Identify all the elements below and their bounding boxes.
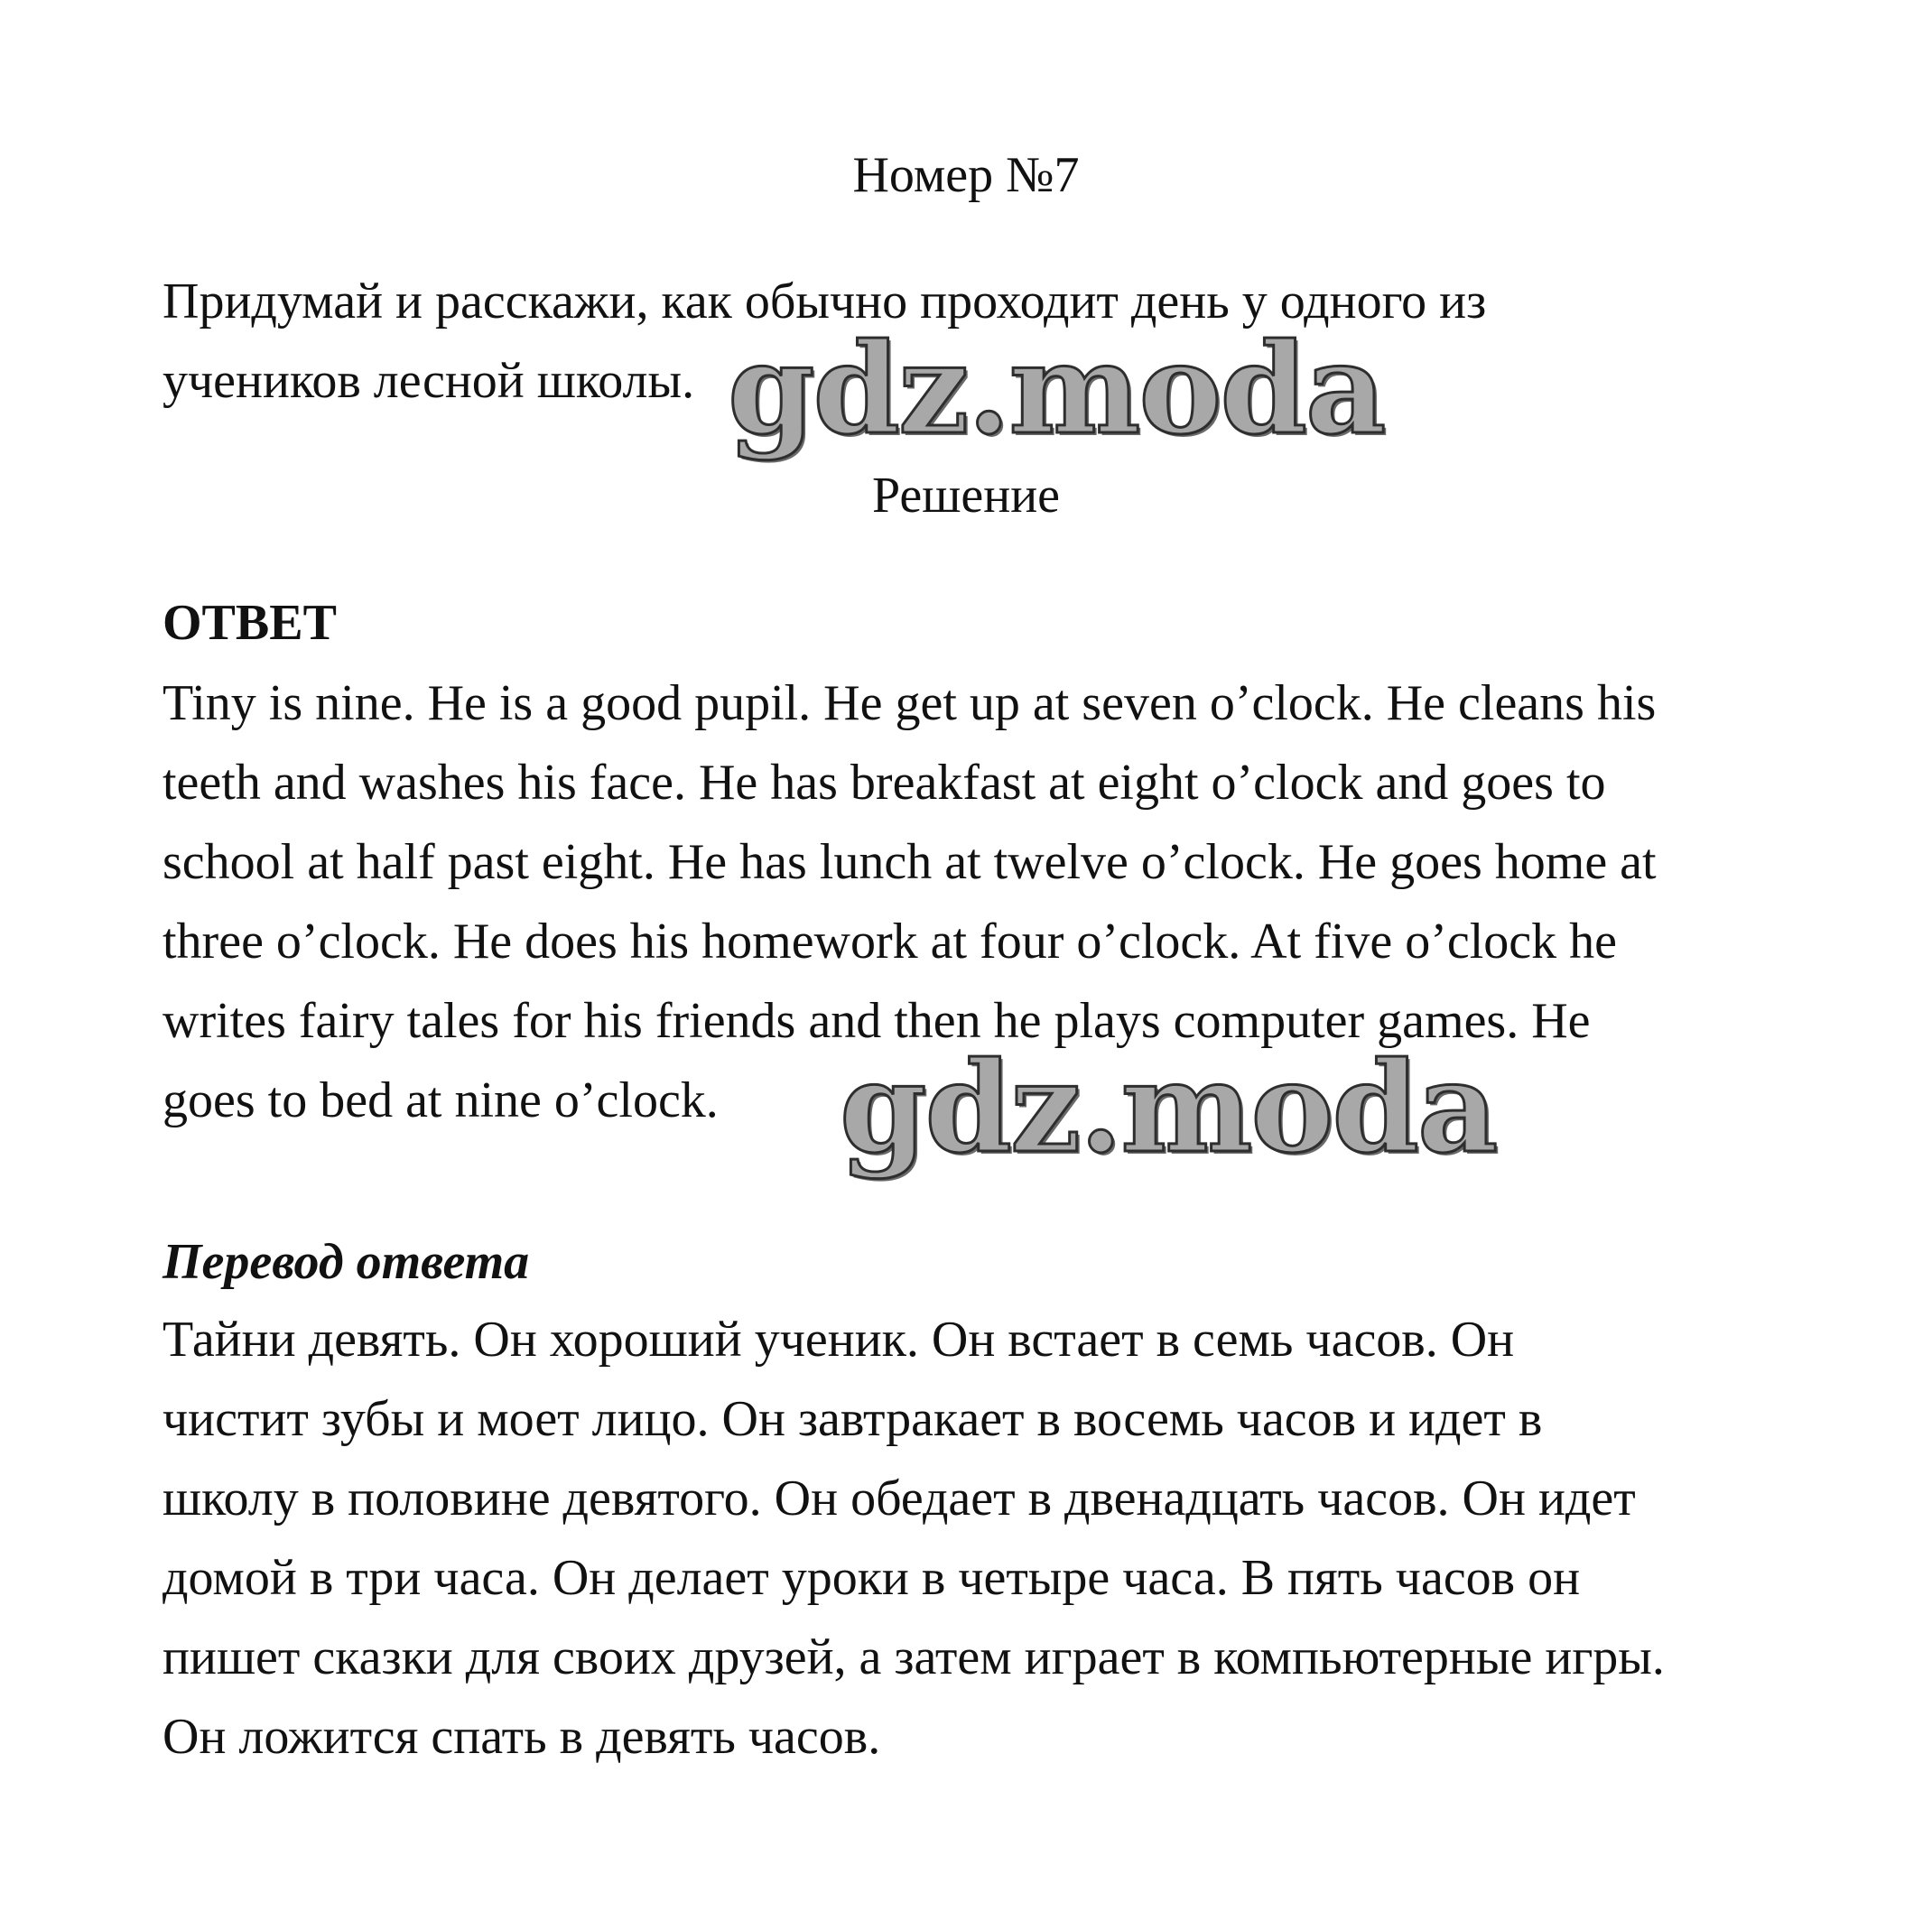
answer-line: three o’clock. He does his homework at four o’clock. At five o’clock he	[163, 914, 1618, 970]
answer-line: goes to bed at nine o’clock.	[163, 1072, 719, 1128]
task-line: учеников лесной школы.	[163, 353, 695, 409]
answer-line: teeth and washes his face. He has breakfast at eight o’clock and goes to	[163, 755, 1606, 811]
translation-line: домой в три часа. Он делает уроки в четыре часа. В пять часов он	[163, 1550, 1581, 1606]
translation-line: Он ложится спать в девять часов.	[163, 1709, 881, 1765]
translation-line: Тайни девять. Он хороший ученик. Он встает в семь часов. Он	[163, 1312, 1515, 1368]
watermark-logo: gdz.moda	[840, 1034, 1497, 1181]
translation-heading: Перевод ответа	[163, 1234, 530, 1290]
translation-line: пишет сказки для своих друзей, а затем играет в компьютерные игры.	[163, 1629, 1665, 1685]
translation-text	[163, 1300, 1788, 1777]
solution-label: Решение	[871, 468, 1061, 524]
watermark-logo: gdz.moda	[728, 315, 1385, 462]
page-title: Номер №7	[852, 147, 1080, 203]
answer-line: writes fairy tales for his friends and then he plays computer games. He	[163, 993, 1591, 1049]
answer-heading: ОТВЕТ	[163, 595, 337, 651]
answer-line: Tiny is nine. He is a good pupil. He get up at seven o’clock. He cleans his	[163, 675, 1657, 731]
answer-line: school at half past eight. He has lunch at twelve o’clock. He goes home at	[163, 834, 1657, 890]
translation-line: школу в половине девятого. Он обедает в двенадцать часов. Он идет	[163, 1471, 1636, 1526]
translation-line: чистит зубы и моет лицо. Он завтракает в восемь часов и идет в	[163, 1391, 1543, 1447]
task-line: Придумай и расскажи, как обычно проходит день у одного из	[163, 274, 1487, 329]
